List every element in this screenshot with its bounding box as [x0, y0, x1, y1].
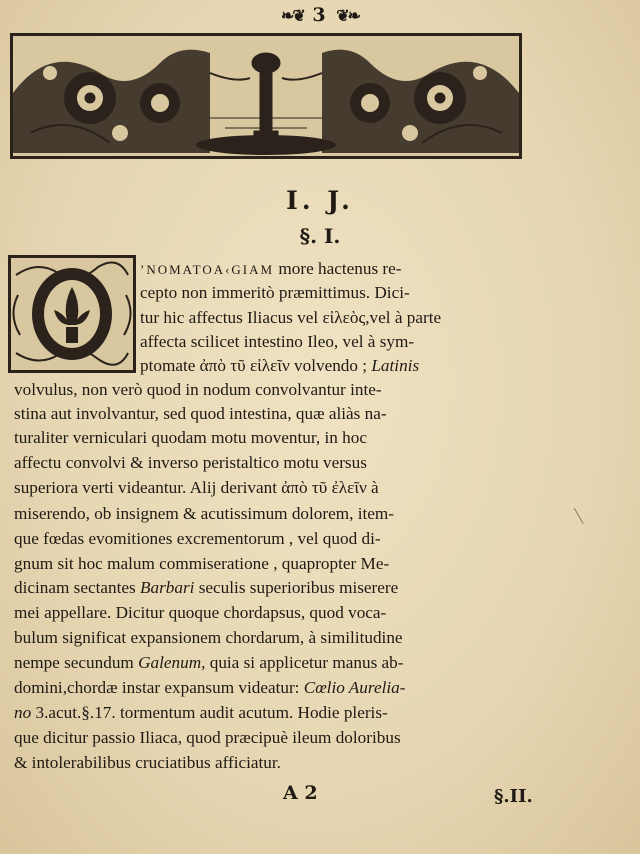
text-line-14	[14, 576, 398, 599]
text-line-9: affectu convolvi & inverso peristaltico motu versus	[14, 453, 367, 472]
text-line-19	[14, 701, 388, 724]
line-17-text-c: quia si applicetur manus ab-	[209, 653, 404, 672]
decorated-initial-o	[8, 255, 136, 373]
text-line-10: superiora verti videantur. Alij derivant ἀπὸ τῦ ἐλεῖν à	[14, 478, 379, 497]
text-line-1	[140, 257, 402, 281]
section-mark: §. I.	[299, 224, 341, 248]
text-line-7: stina aut involvantur, sed quod intestina, quæ aliàs na-	[14, 404, 387, 423]
line-18-text-a: domini,chordæ instar expansum videatur:	[14, 678, 300, 697]
lead-word-smallcaps: ’NOMATOA‹GIAM	[140, 262, 275, 277]
chapter-heading: I. J.	[286, 186, 354, 215]
line-18-italic: Cœlio Aurelia-	[303, 678, 406, 697]
text-line-13: gnum sit hoc malum commiseratione , quapropter Me-	[14, 554, 390, 573]
line-14-text-a: dicinam sectantes	[14, 578, 136, 597]
line-19-text: 3.acut.§.17. tormentum audit acutum. Hodie pleris-	[35, 703, 388, 722]
text-line-6: volvulus, non verò quod in nodum convolvantur inte-	[14, 380, 382, 399]
page-number	[0, 4, 640, 26]
line-17-text-a: nempe secundum	[14, 653, 134, 672]
line-19-italic: no	[14, 703, 32, 722]
text-line-18	[14, 676, 405, 699]
page-footer	[0, 778, 640, 818]
text-line-8: turaliter verniculari quodam motu moventur, in hoc	[14, 428, 367, 447]
line-1-text: more hactenus re-	[278, 259, 402, 278]
text-line-4: affecta scilicet intestino Ileo, vel à sym-	[140, 332, 415, 351]
right-fleuron-icon: ❦❧	[336, 6, 360, 25]
left-fleuron-icon: ❧❦	[280, 6, 304, 25]
text-line-12: que fœdas evomitiones excrementorum , vel quod di-	[14, 529, 381, 548]
page-number-value: 3	[312, 4, 328, 26]
woodcut-headpiece-ornament	[10, 33, 522, 159]
line-5-italic: Latinis	[371, 356, 420, 375]
line-5-text: ptomate ἀπὸ τῦ εἰλεῖν volvendo ;	[140, 356, 368, 375]
text-line-17	[14, 651, 404, 674]
ink-mark	[574, 506, 587, 524]
text-line-15: mei appellare. Dicitur quoque chordapsus, quod voca-	[14, 603, 387, 622]
catchword: §.II.	[494, 786, 533, 807]
text-line-2: cepto non immeritò præmittimus. Dici-	[140, 283, 410, 302]
text-line-21: & intolerabilibus cruciatibus afficiatur.	[14, 753, 281, 772]
text-line-11: miserendo, ob insignem & acutissimum dolorem, item-	[14, 504, 394, 523]
text-line-16: bulum significat expansionem chordarum, à similitudine	[14, 628, 403, 647]
text-line-3: tur hic affectus Iliacus vel εἰλεὸς,vel à parte	[140, 308, 442, 327]
text-line-20: que dicitur passio Iliaca, quod præcipuè ileum doloribus	[14, 728, 401, 747]
line-17-italic: Galenum,	[138, 653, 206, 672]
line-14-text-c: seculis superioribus miserere	[198, 578, 399, 597]
line-14-italic: Barbari	[140, 578, 195, 597]
signature-mark: A 2	[283, 782, 318, 804]
text-line-5	[140, 354, 419, 377]
